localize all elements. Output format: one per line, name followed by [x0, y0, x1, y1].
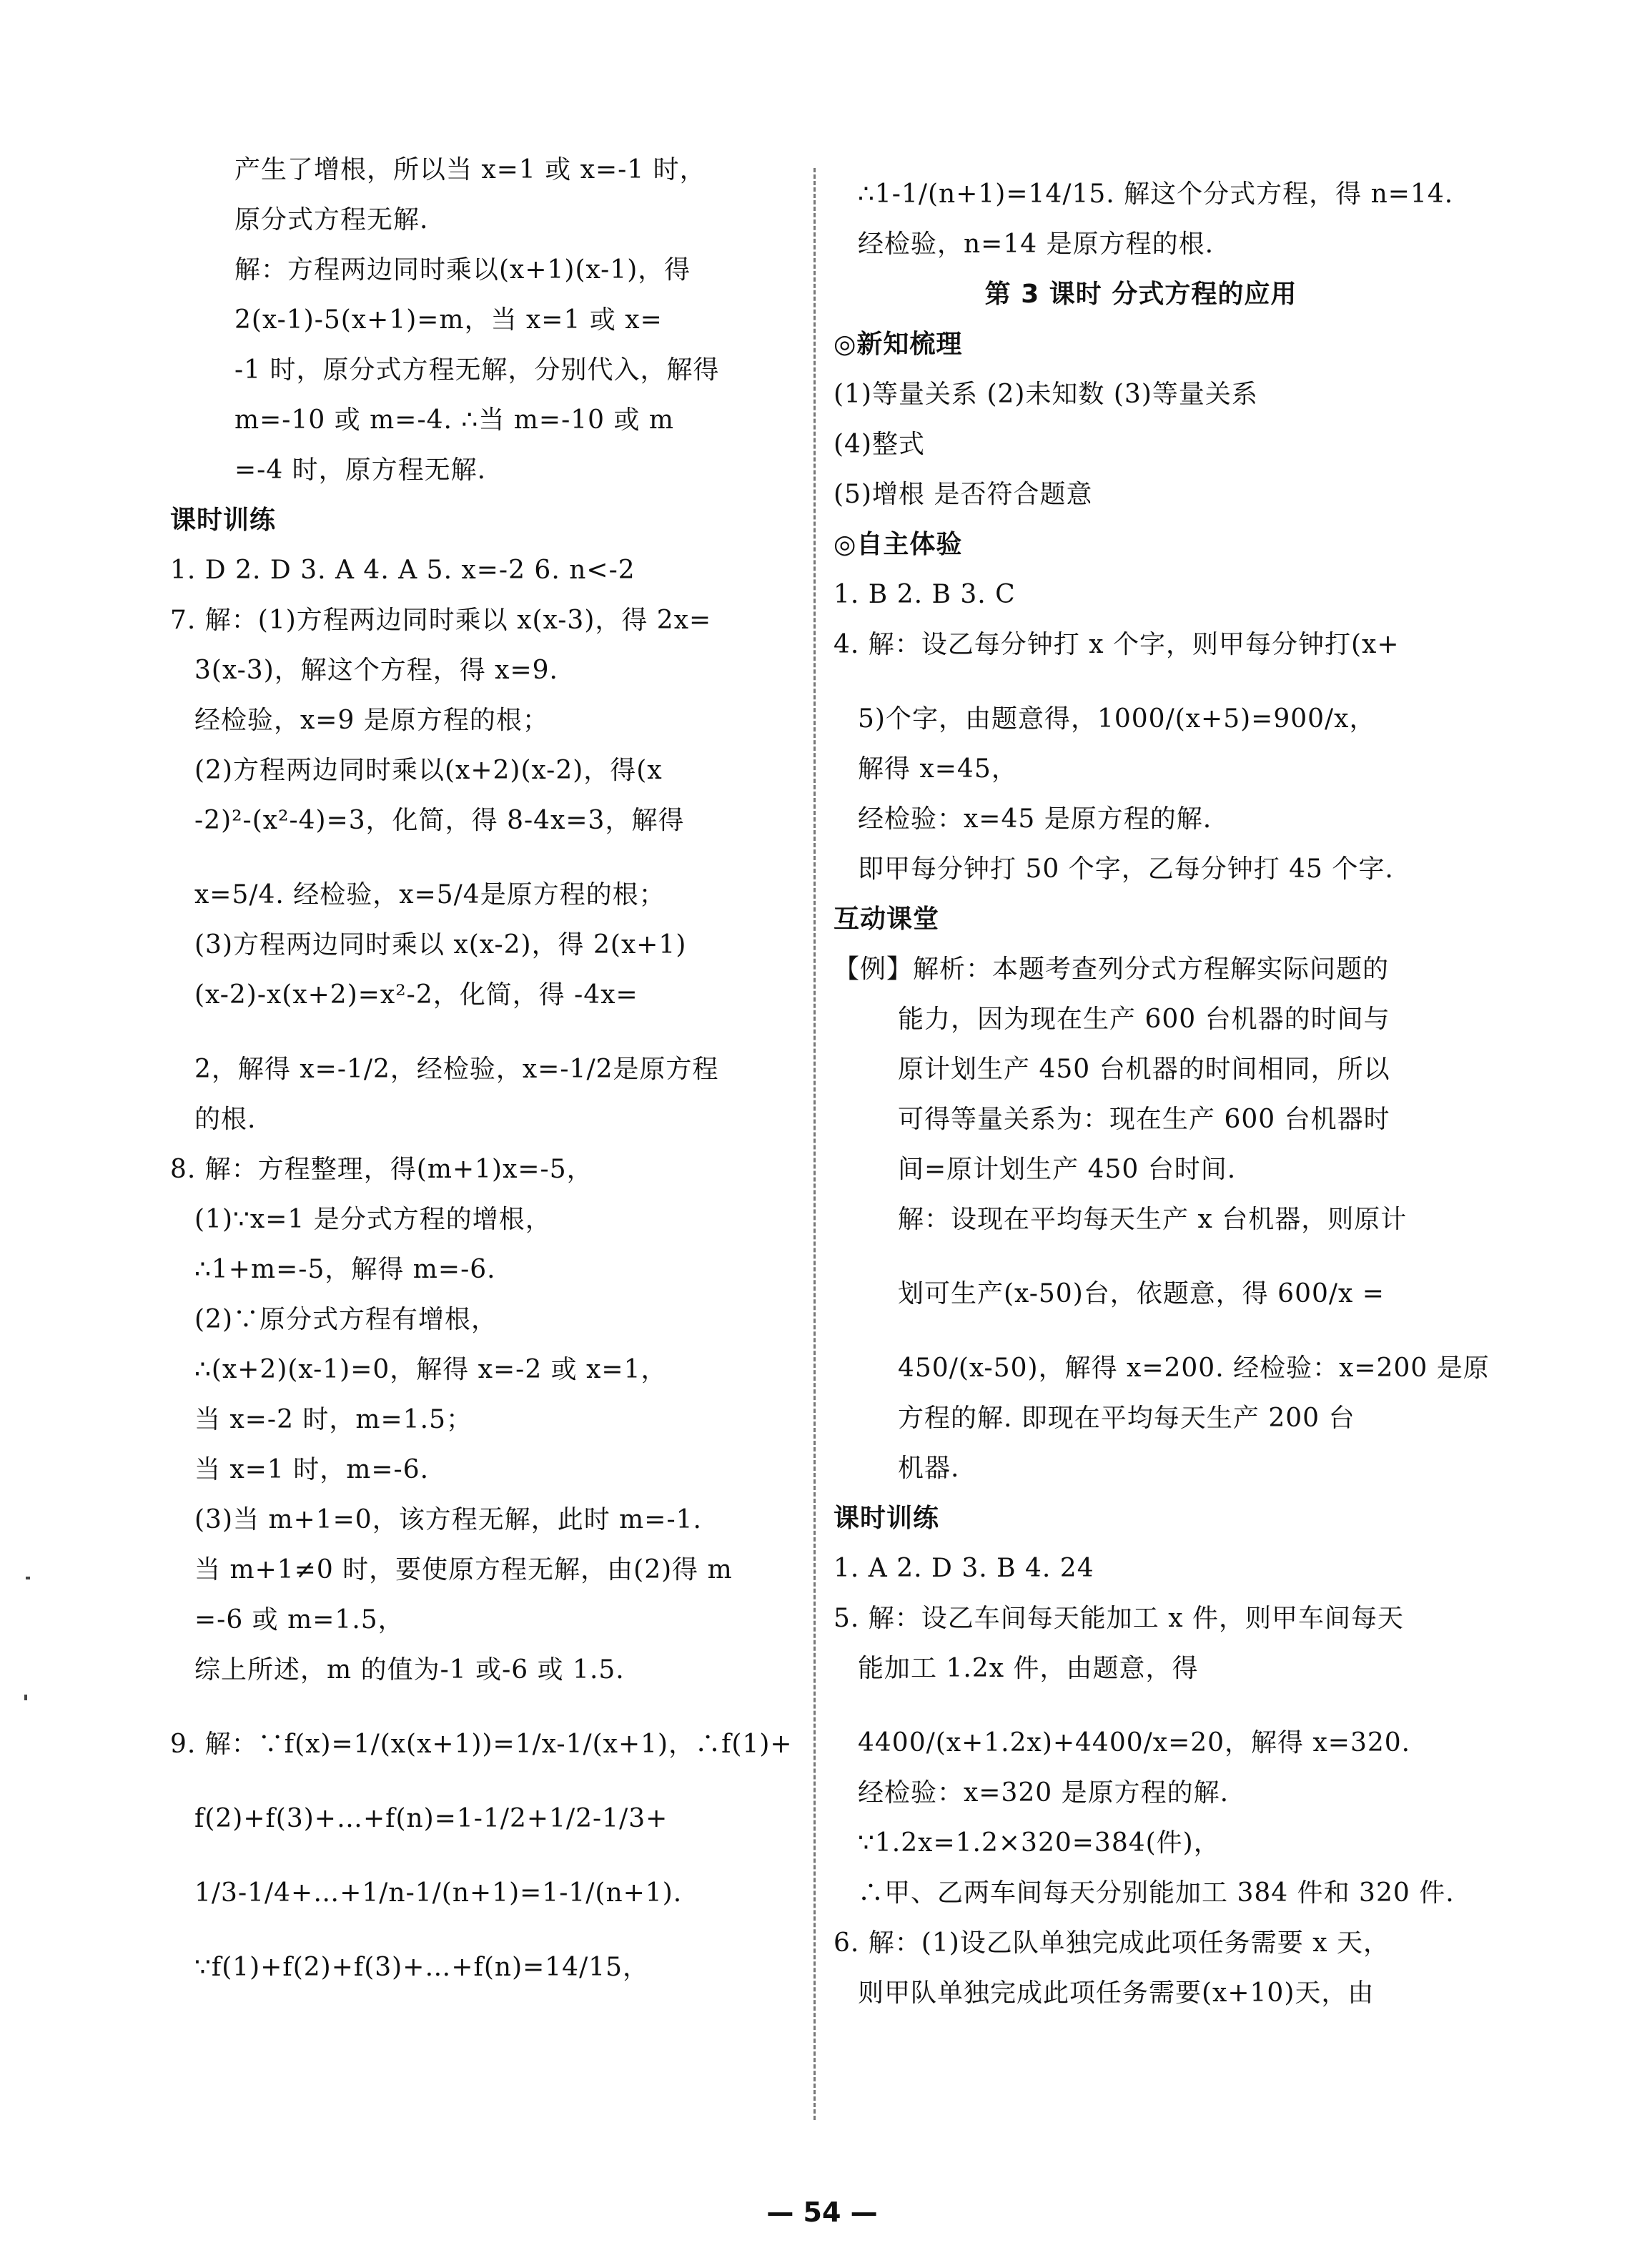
- text-line: 方程的解. 即现在平均每天生产 200 台: [898, 1404, 1355, 1433]
- text-line: (2)方程两边同时乘以(x+2)(x-2)，得(x: [194, 756, 663, 785]
- text-line: ∵f(1)+f(2)+f(3)+…+f(n)=14/15，: [194, 1953, 650, 1982]
- text-line: 5. 解：设乙车间每天能加工 x 件，则甲车间每天: [834, 1604, 1404, 1633]
- text-line: ∴(x+2)(x-1)=0，解得 x=-2 或 x=1，: [194, 1355, 668, 1384]
- text-line: (5)增根 是否符合题意: [834, 480, 1093, 509]
- text-line: 解：方程两边同时乘以(x+1)(x-1)，得: [234, 255, 691, 285]
- right-column: [834, 157, 1490, 2031]
- text-line: 产生了增根，所以当 x=1 或 x=-1 时，: [234, 155, 706, 184]
- text-line: 可得等量关系为：现在生产 600 台机器时: [898, 1105, 1390, 1134]
- section-heading: 第 3 课时 分式方程的应用: [984, 280, 1297, 309]
- text-line: 划可生产(x-50)台，依题意，得 600/x =: [898, 1279, 1385, 1308]
- text-line: -1 时，原分式方程无解，分别代入，解得: [234, 355, 720, 385]
- section-heading: 互动课堂: [834, 904, 940, 934]
- margin-mark: [26, 1577, 30, 1579]
- text-line: 当 x=-2 时，m=1.5；: [194, 1405, 473, 1434]
- text-line: f(2)+f(3)+…+f(n)=1-1/2+1/2-1/3+: [194, 1804, 668, 1833]
- text-line: (1)∵x=1 是分式方程的增根，: [194, 1205, 552, 1234]
- section-heading: ◎自主体验: [834, 530, 963, 559]
- text-line: 1. A 2. D 3. B 4. 24: [834, 1554, 1094, 1583]
- text-line: 【例】解析：本题考查列分式方程解实际问题的: [834, 955, 1390, 984]
- page-number: — 54 —: [766, 2197, 878, 2228]
- text-line: 8. 解：方程整理，得(m+1)x=-5，: [170, 1155, 593, 1184]
- text-line: ∴1-1/(n+1)=14/15. 解这个分式方程，得 n=14.: [858, 179, 1454, 209]
- text-line: 经检验：x=320 是原方程的解.: [858, 1778, 1230, 1808]
- text-line: 1. D 2. D 3. A 4. A 5. x=-2 6. n<-2: [170, 556, 635, 585]
- text-line: 经检验，x=9 是原方程的根；: [194, 706, 549, 735]
- text-line: =-4 时，原方程无解.: [234, 455, 487, 485]
- text-line: 经检验：x=45 是原方程的解.: [858, 804, 1212, 834]
- text-line: 原分式方程无解.: [234, 205, 429, 235]
- text-line: 则甲队单独完成此项任务需要(x+10)天，由: [858, 1978, 1375, 2008]
- text-line: 2(x-1)-5(x+1)=m，当 x=1 或 x=: [234, 305, 663, 335]
- text-line: =-6 或 m=1.5，: [194, 1605, 405, 1635]
- section-heading: 课时训练: [170, 506, 277, 535]
- text-line: 能加工 1.2x 件，由题意，得: [858, 1654, 1199, 1683]
- text-line: 2，解得 x=-1/2，经检验，x=-1/2是原方程: [194, 1055, 719, 1084]
- text-line: 1. B 2. B 3. C: [834, 580, 1016, 609]
- text-line: 能力，因为现在生产 600 台机器的时间与: [898, 1005, 1390, 1034]
- text-line: 6. 解：(1)设乙队单独完成此项任务需要 x 天，: [834, 1928, 1390, 1958]
- text-line: (3)当 m+1=0，该方程无解，此时 m=-1.: [194, 1505, 702, 1534]
- text-line: 450/(x-50)，解得 x=200. 经检验：x=200 是原: [898, 1354, 1490, 1383]
- section-heading: 课时训练: [834, 1504, 940, 1533]
- text-line: 1/3-1/4+…+1/n-1/(n+1)=1-1/(n+1).: [194, 1878, 683, 1908]
- text-line: 7. 解：(1)方程两边同时乘以 x(x-3)，得 2x=: [170, 606, 712, 635]
- text-line: 4. 解：设乙每分钟打 x 个字，则甲每分钟打(x+: [834, 630, 1400, 659]
- text-line: 间=原计划生产 450 台时间.: [898, 1155, 1237, 1184]
- text-line: (2)∵原分式方程有增根，: [194, 1305, 498, 1334]
- text-line: ∵1.2x=1.2×320=384(件)，: [858, 1828, 1220, 1858]
- text-line: 9. 解：∵f(x)=1/(x(x+1))=1/x-1/(x+1)，∴f(1)+: [170, 1730, 793, 1759]
- text-line: 的根.: [194, 1105, 257, 1134]
- text-line: -2)²-(x²-4)=3，化简，得 8-4x=3，解得: [194, 806, 685, 835]
- text-line: m=-10 或 m=-4. ∴当 m=-10 或 m: [234, 405, 675, 435]
- text-line: (4)整式: [834, 430, 925, 459]
- text-line: 经检验，n=14 是原方程的根.: [858, 230, 1215, 259]
- left-column: [170, 155, 793, 2005]
- column-divider: [813, 168, 816, 2120]
- text-line: 当 m+1≠0 时，要使原方程无解，由(2)得 m: [194, 1555, 733, 1584]
- section-heading: ◎新知梳理: [834, 330, 963, 359]
- text-line: (1)等量关系 (2)未知数 (3)等量关系: [834, 380, 1258, 409]
- margin-mark: [24, 1695, 27, 1700]
- text-line: 解：设现在平均每天生产 x 台机器，则原计: [898, 1205, 1408, 1234]
- text-line: ∴1+m=-5，解得 m=-6.: [194, 1255, 496, 1284]
- text-line: 当 x=1 时，m=-6.: [194, 1455, 430, 1484]
- text-line: 5)个字，由题意得，1000/(x+5)=900/x，: [858, 704, 1376, 734]
- text-line: 机器.: [898, 1454, 960, 1483]
- text-line: 即甲每分钟打 50 个字，乙每分钟打 45 个字.: [858, 854, 1394, 884]
- text-line: 解得 x=45，: [858, 754, 1018, 784]
- text-line: 原计划生产 450 台机器的时间相同，所以: [898, 1055, 1390, 1084]
- text-line: 综上所述，m 的值为-1 或-6 或 1.5.: [194, 1655, 625, 1685]
- text-line: (3)方程两边同时乘以 x(x-2)，得 2(x+1): [194, 930, 687, 960]
- text-line: ∴甲、乙两车间每天分别能加工 384 件和 320 件.: [858, 1878, 1455, 1908]
- text-line: 4400/(x+1.2x)+4400/x=20，解得 x=320.: [858, 1728, 1411, 1758]
- text-line: 3(x-3)，解这个方程，得 x=9.: [194, 656, 558, 685]
- text-line: (x-2)-x(x+2)=x²-2，化简，得 -4x=: [194, 980, 638, 1010]
- text-line: x=5/4. 经检验，x=5/4是原方程的根；: [194, 880, 666, 909]
